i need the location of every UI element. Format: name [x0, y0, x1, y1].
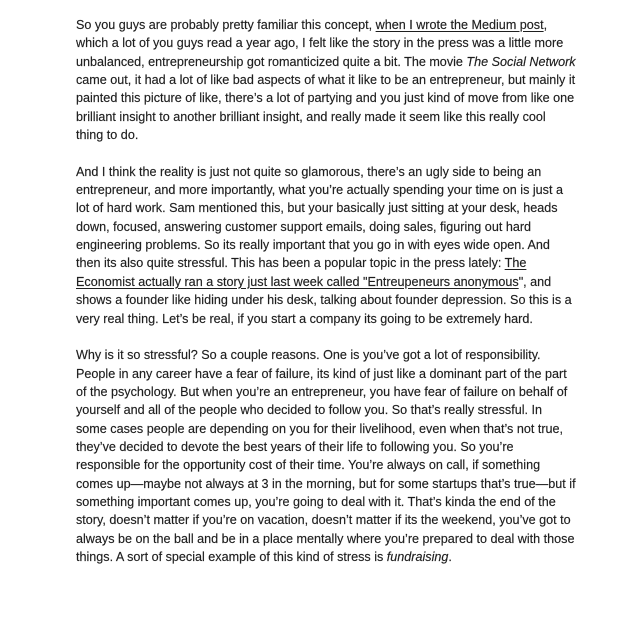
paragraph-3 — [76, 346, 576, 566]
paragraph-2 — [76, 163, 576, 328]
movie-title: The Social Network — [466, 54, 576, 69]
document-page — [76, 16, 576, 585]
paragraph-text: came out, it had a lot of like bad aspects of what it like to be an entrepreneur, but mainly it painted this picture of like, there’s a lot of partying and you just kind of move from like one brilliant insight to another brilliant insight, and really made it seem like this really cool thing to do. — [76, 73, 576, 143]
medium-post-link[interactable]: when I wrote the Medium post — [375, 18, 544, 32]
paragraph-text: ", and shows a founder like hiding under his desk, talking about founder depression. So this is a very real thing. Let’s be real, if you start a company its going to be extremely hard. — [76, 274, 572, 326]
economist-article-link[interactable]: The Economist actually ran a story just last week called "Entreupeneurs anonymous — [76, 256, 527, 289]
emphasis-fundraising: fundraising — [386, 549, 449, 564]
paragraph-1 — [76, 16, 576, 144]
paragraph-text: Why is it so stressful? So a couple reasons. One is you’ve got a lot of responsibility. People in any career have a fear of failure, its kind of just like a dominant part of the part of the psychology. But when you’re an entrepreneur, you have fear of failure on behalf of yourself and all of the people who decided to follow you. So that’s really stressful. In some cases people are depending on you for their livelihood, even when that’s not true, they’ve decided to devote the best years of their life to following you. So you’re responsible for the opportunity cost of their time. You’re always on call, if something comes up—maybe not always at 3 in the morning, but for some startups that’s true—but if something important comes up, you’re going to deal with it. That’s kinda the end of the story, doesn’t matter if you’re on vacation, doesn’t matter if its the weekend, you’ve got to always be on the ball and be in a place mentally where you’re prepared to deal with those things. A sort of special example of this kind of stress is — [76, 348, 576, 564]
paragraph-text: . — [448, 549, 452, 564]
paragraph-text: And I think the reality is just not quite so glamorous, there’s an ugly side to being an entrepreneur, and more importantly, what you’re actually spending your time on is just a lot of hard work. Sam mentioned this, but your basically just sitting at your desk, heads down, focused, answering customer support emails, doing sales, figuring out hard engineering problems. So its really important that you go in with eyes wide open. And then its also quite stressful. This has been a popular topic in the press lately: — [76, 164, 563, 271]
paragraph-text: So you guys are probably pretty familiar this concept, — [76, 18, 376, 32]
paragraph-text: , which a lot of you guys read a year ago, I felt like the story in the press was a little more unbalanced, entrepreneurship got romanticized quite a bit. The movie — [76, 18, 564, 69]
